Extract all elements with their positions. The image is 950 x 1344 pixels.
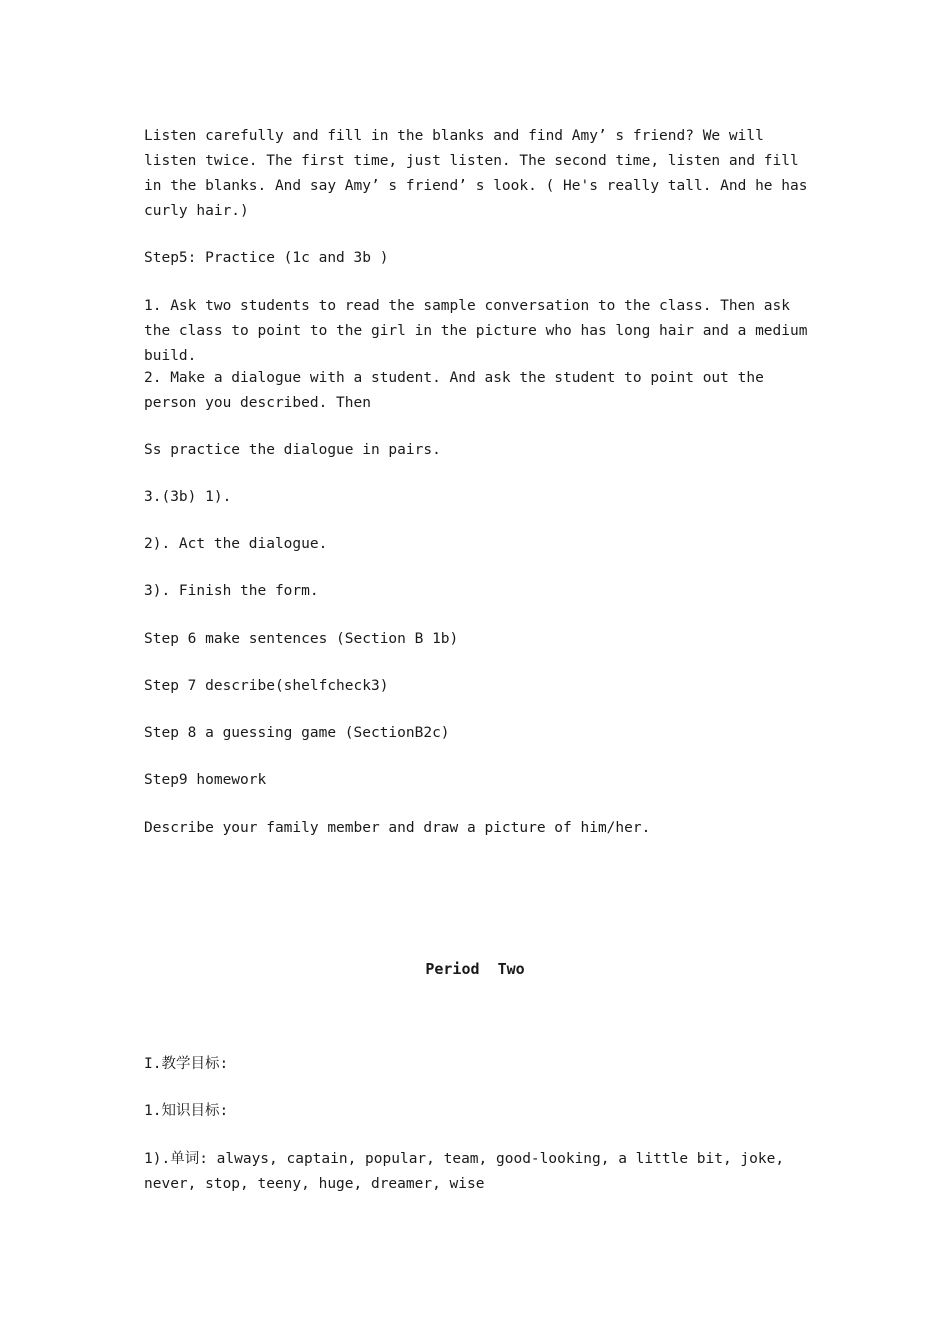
act-dialogue-line: 2). Act the dialogue. [144,536,328,552]
homework-line: Describe your family member and draw a picture of him/her. [144,820,651,836]
step9-line: Step9 homework [144,772,267,788]
practice-item-1: 1. Ask two students to read the sample conversation to the class. Then ask the class to point to the girl in the picture who has long hair and a medium build. [144,298,808,364]
step7-line: Step 7 describe(shelfcheck3) [144,678,389,694]
finish-form-line: 3). Finish the form. [144,583,319,599]
period-two-heading: Period Two [425,960,525,978]
practice-item-2: 2. Make a dialogue with a student. And ask the student to point out the person you described. Then [144,370,764,411]
vocabulary-line: 1).单词: always, captain, popular, team, good-looking, a little bit, joke, never, stop, teeny, huge, dreamer, wise [144,1151,785,1192]
listen-instructions-paragraph: Listen carefully and fill in the blanks and find Amy’ s friend? We will listen twice. The first time, just listen. The second time, listen and fill in the blanks. And say Amy’ s friend’ s look. ( He's really tall. And he has curly hair.) [144,128,808,219]
practice-pairs-line: Ss practice the dialogue in pairs. [144,442,441,458]
practice-item-3: 3.(3b) 1). [144,489,232,505]
teaching-objectives-heading: I.教学目标: [144,1056,229,1072]
step8-line: Step 8 a guessing game (SectionB2c) [144,725,450,741]
step5-heading: Step5: Practice (1c and 3b ) [144,250,389,266]
step6-line: Step 6 make sentences (Section B 1b) [144,631,459,647]
knowledge-objectives-heading: 1.知识目标: [144,1103,229,1119]
